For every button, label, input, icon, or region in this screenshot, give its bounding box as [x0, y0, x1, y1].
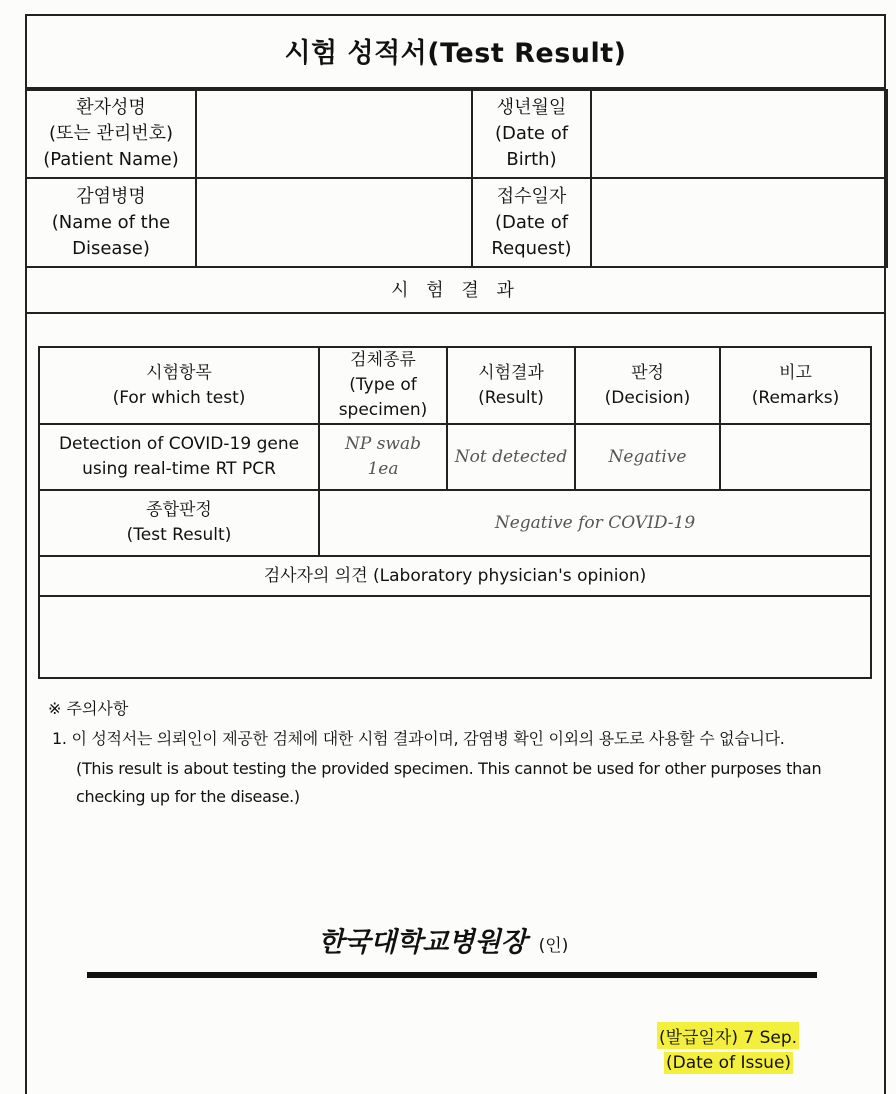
results-table — [38, 346, 872, 679]
dob-label: 생년월일 (Date of Birth) — [472, 90, 591, 178]
seal-mark: (인) — [538, 936, 569, 956]
col-header-specimen: 검체종류 (Type of specimen) — [319, 347, 447, 424]
remarks-cell — [720, 424, 871, 490]
test-name-cell: Detection of COVID-19 gene using real-time RT PCR — [39, 424, 319, 490]
col-header-decision: 판정 (Decision) — [575, 347, 720, 424]
disease-value — [196, 178, 472, 267]
note-item-english-line1: (This result is about testing the provided specimen. This cannot be used for other purposes than — [76, 759, 822, 778]
issue-date-line2: (Date of Issue) — [666, 1053, 792, 1073]
patient-name-value — [196, 90, 472, 178]
notes-heading: ※ 주의사항 — [48, 699, 129, 718]
document-title: 시험 성적서(Test Result) — [25, 14, 886, 89]
issuer-signature — [318, 920, 568, 959]
request-date-value — [591, 178, 887, 267]
overall-result-label: 종합판정 (Test Result) — [39, 490, 319, 556]
physician-opinion-label: 검사자의 의견 (Laboratory physician's opinion) — [39, 556, 871, 596]
issue-date-line1: (발급일자) 7 Sep. — [657, 1022, 799, 1049]
col-header-remarks: 비고 (Remarks) — [720, 347, 871, 424]
note-item-korean: 1. 이 성적서는 의뢰인이 제공한 검체에 대한 시험 결과이며, 감염병 확인 이외의 용도로 사용할 수 없습니다. — [52, 729, 785, 748]
results-section-heading: 시 험 결 과 — [25, 266, 886, 314]
specimen-cell: NP swab 1ea — [319, 424, 447, 490]
physician-opinion-value — [39, 596, 871, 678]
patient-name-label: 환자성명 (또는 관리번호) (Patient Name) — [26, 90, 196, 178]
overall-result-value: Negative for COVID-19 — [319, 490, 871, 556]
result-cell: Not detected — [447, 424, 575, 490]
col-header-test: 시험항목 (For which test) — [39, 347, 319, 424]
note-item-english-line2: checking up for the disease.) — [76, 787, 300, 806]
disease-label: 감염병명 (Name of the Disease) — [26, 178, 196, 267]
col-header-result: 시험결과 (Result) — [447, 347, 575, 424]
issuer-name: 한국대학교병원장 — [318, 927, 527, 958]
decision-cell: Negative — [575, 424, 720, 490]
request-date-label: 접수일자 (Date of Request) — [472, 178, 591, 267]
dob-value — [591, 90, 887, 178]
patient-info-table — [25, 89, 888, 268]
signature-rule — [87, 972, 817, 978]
